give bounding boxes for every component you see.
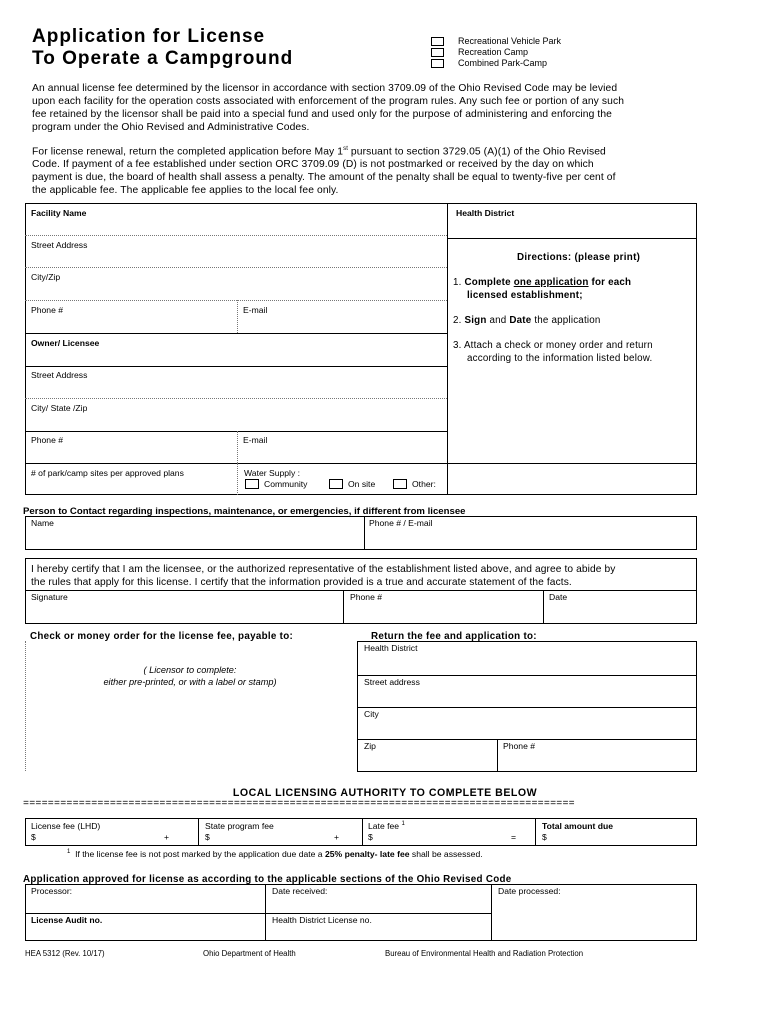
- license-fee-lhd-label: License fee (LHD): [31, 821, 101, 831]
- water-onsite-label: On site: [348, 479, 376, 489]
- return-street-address-field[interactable]: Street address: [364, 677, 420, 687]
- facility-phone-field[interactable]: Phone #: [31, 305, 64, 315]
- rv-park-label: Recreational Vehicle Park: [458, 36, 562, 46]
- certify-phone-field[interactable]: Phone #: [350, 592, 383, 602]
- owner-email-field[interactable]: E-mail: [243, 435, 268, 445]
- form-title-line2: To Operate a Campground: [32, 48, 294, 69]
- owner-street-address-field[interactable]: Street Address: [31, 370, 88, 380]
- total-due-label: Total amount due: [542, 821, 613, 831]
- approval-heading: Application approved for license as according to the applicable sections of the Ohio Revised Code: [23, 874, 512, 885]
- rv-park-checkbox[interactable]: [431, 37, 444, 46]
- return-health-district-field[interactable]: Health District: [364, 643, 418, 653]
- contact-phone-email-field[interactable]: Phone # / E-mail: [369, 518, 433, 528]
- directions-step-1: 1. Complete one application for each licensed establishment;: [453, 277, 632, 301]
- facility-street-address-field[interactable]: Street Address: [31, 240, 88, 250]
- separator-line: =========================================================================================: [23, 799, 575, 810]
- return-to-heading: Return the fee and application to:: [371, 631, 537, 642]
- facility-name-field[interactable]: Facility Name: [31, 208, 87, 218]
- intro-paragraph-1: An annual license fee determined by the licensor in accordance with section 3709.09 of the Ohio Revised Code may be levied upon each facility for the operation costs associated with enforcement of the program rules. Any such fee or portion of any such fee retained by the licensor shall be paid into a special fund and used only for the purpose of administering and enforcing the program under the Ohio Revised and Administrative Codes.: [32, 83, 625, 133]
- certify-date-field[interactable]: Date: [549, 592, 568, 602]
- bureau-name: Bureau of Environmental Health and Radiation Protection: [385, 949, 584, 958]
- form-title-line1: Application for License: [32, 26, 266, 47]
- directions-step-2: 2. Sign and Date the application: [453, 315, 601, 326]
- date-processed-field[interactable]: Date processed:: [498, 886, 561, 896]
- processor-field[interactable]: Processor:: [31, 886, 73, 896]
- state-fee-label: State program fee: [205, 821, 274, 831]
- site-count-field[interactable]: # of park/camp sites per approved plans: [31, 468, 184, 478]
- recreation-camp-checkbox[interactable]: [431, 48, 444, 57]
- return-zip-field[interactable]: Zip: [364, 741, 376, 751]
- total-due-field[interactable]: $: [542, 832, 547, 842]
- check-payable-heading: Check or money order for the license fee, payable to:: [30, 631, 294, 642]
- water-other-checkbox[interactable]: [393, 479, 407, 489]
- owner-licensee-field[interactable]: Owner/ Licensee: [31, 338, 100, 348]
- combined-park-camp-label: Combined Park-Camp: [458, 58, 548, 68]
- equals-sign: =: [511, 832, 517, 842]
- water-community-label: Community: [264, 479, 308, 489]
- health-district-field[interactable]: Health District: [456, 208, 515, 218]
- facility-city-zip-field[interactable]: City/Zip: [31, 272, 61, 282]
- hd-license-no-field[interactable]: Health District License no.: [272, 915, 372, 925]
- water-other-label: Other:: [412, 479, 436, 489]
- late-fee-field[interactable]: $: [368, 832, 373, 842]
- intro-paragraph-2: For license renewal, return the completed application before May 1st pursuant to section 3729.05 (A)(1) of the Ohio Revised Code. If payment of a fee established under section ORC 3709.09 (D) is not postmarked or received by the day on which payment is due, the board of health shall assess a penalty. The amount of the penalty shall be equal to twenty-five per cent of the applicable fee. The applicable fee applies to the local fee only.: [32, 146, 616, 197]
- contact-section: [25, 516, 697, 550]
- owner-city-state-zip-field[interactable]: City/ State /Zip: [31, 403, 88, 413]
- plus-sign-1: +: [164, 832, 170, 842]
- return-city-field[interactable]: City: [364, 709, 379, 719]
- state-fee-field[interactable]: $: [205, 832, 210, 842]
- facility-email-field[interactable]: E-mail: [243, 305, 268, 315]
- contact-heading: Person to Contact regarding inspections, maintenance, or emergencies, if different from licensee: [23, 506, 466, 517]
- return-phone-field[interactable]: Phone #: [503, 741, 536, 751]
- license-fee-lhd-field[interactable]: $: [31, 832, 36, 842]
- owner-phone-field[interactable]: Phone #: [31, 435, 64, 445]
- certification-text: I hereby certify that I am the licensee, or the authorized representative of the establishment listed above, and agree to abide by the rules that apply for this license. I certify that the information provided is a true and accurate statement of the facts.: [31, 564, 616, 588]
- recreation-camp-label: Recreation Camp: [458, 47, 529, 57]
- department-name: Ohio Department of Health: [203, 949, 296, 958]
- water-onsite-checkbox[interactable]: [329, 479, 343, 489]
- water-supply-label: Water Supply :: [244, 468, 301, 478]
- form-number: HEA 5312 (Rev. 10/17): [25, 949, 105, 958]
- water-community-checkbox[interactable]: [245, 479, 259, 489]
- signature-field[interactable]: Signature: [31, 592, 68, 602]
- directions-title: Directions: (please print): [517, 252, 641, 263]
- late-fee-label: Late fee $^1$: [368, 821, 405, 831]
- local-authority-heading: LOCAL LICENSING AUTHORITY TO COMPLETE BELOW: [232, 787, 538, 799]
- combined-park-camp-checkbox[interactable]: [431, 59, 444, 68]
- plus-sign-2: +: [334, 832, 340, 842]
- late-fee-footnote: $^1$ If the license fee is not post marked by the application due date a 25% penalty- late fee shall be assessed.: [67, 849, 483, 859]
- licensor-note: ( Licensor to complete: either pre-printed, or with a label or stamp): [103, 665, 277, 687]
- directions-step-3: 3. Attach a check or money order and return according to the information listed below.: [453, 340, 653, 364]
- date-received-field[interactable]: Date received:: [272, 886, 328, 896]
- licensor-stamp-area: [25, 641, 26, 771]
- license-audit-field[interactable]: License Audit no.: [31, 915, 103, 925]
- contact-name-field[interactable]: Name: [31, 518, 54, 528]
